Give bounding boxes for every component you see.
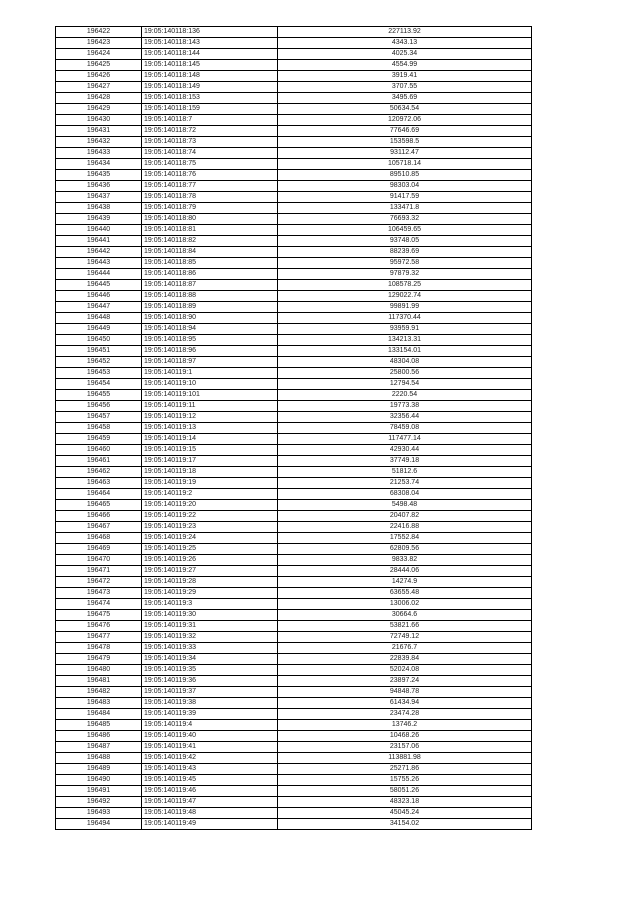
value-cell: 89510.85	[278, 170, 532, 181]
cadastral-value-table	[55, 26, 532, 830]
table-row	[56, 478, 532, 489]
table-row	[56, 808, 532, 819]
cadastral-number-cell: 19:05:140118:84	[142, 247, 278, 258]
document-page	[55, 26, 531, 830]
row-number-cell: 196476	[56, 621, 142, 632]
table-row	[56, 555, 532, 566]
cadastral-number-cell: 19:05:140118:82	[142, 236, 278, 247]
value-cell: 45045.24	[278, 808, 532, 819]
row-number-cell: 196490	[56, 775, 142, 786]
cadastral-number-cell: 19:05:140119:30	[142, 610, 278, 621]
row-number-cell: 196425	[56, 60, 142, 71]
cadastral-number-cell: 19:05:140118:153	[142, 93, 278, 104]
table-row	[56, 522, 532, 533]
value-cell: 227113.92	[278, 27, 532, 38]
table-row	[56, 291, 532, 302]
row-number-cell: 196471	[56, 566, 142, 577]
cadastral-number-cell: 19:05:140118:88	[142, 291, 278, 302]
value-cell: 93112.47	[278, 148, 532, 159]
cadastral-number-cell: 19:05:140119:27	[142, 566, 278, 577]
row-number-cell: 196454	[56, 379, 142, 390]
table-row	[56, 610, 532, 621]
table-row	[56, 27, 532, 38]
table-row	[56, 115, 532, 126]
value-cell: 19773.38	[278, 401, 532, 412]
row-number-cell: 196429	[56, 104, 142, 115]
row-number-cell: 196437	[56, 192, 142, 203]
value-cell: 91417.59	[278, 192, 532, 203]
cadastral-number-cell: 19:05:140118:90	[142, 313, 278, 324]
row-number-cell: 196452	[56, 357, 142, 368]
table-row	[56, 93, 532, 104]
value-cell: 20407.82	[278, 511, 532, 522]
value-cell: 21253.74	[278, 478, 532, 489]
cadastral-number-cell: 19:05:140118:81	[142, 225, 278, 236]
table-row	[56, 698, 532, 709]
table-row	[56, 764, 532, 775]
row-number-cell: 196486	[56, 731, 142, 742]
row-number-cell: 196475	[56, 610, 142, 621]
cadastral-number-cell: 19:05:140118:143	[142, 38, 278, 49]
value-cell: 14274.9	[278, 577, 532, 588]
cadastral-number-cell: 19:05:140119:45	[142, 775, 278, 786]
cadastral-number-cell: 19:05:140119:17	[142, 456, 278, 467]
value-cell: 61434.94	[278, 698, 532, 709]
row-number-cell: 196487	[56, 742, 142, 753]
row-number-cell: 196449	[56, 324, 142, 335]
value-cell: 88239.69	[278, 247, 532, 258]
cadastral-number-cell: 19:05:140118:89	[142, 302, 278, 313]
row-number-cell: 196493	[56, 808, 142, 819]
table-row	[56, 104, 532, 115]
cadastral-number-cell: 19:05:140119:41	[142, 742, 278, 753]
row-number-cell: 196446	[56, 291, 142, 302]
value-cell: 32356.44	[278, 412, 532, 423]
row-number-cell: 196443	[56, 258, 142, 269]
value-cell: 21676.7	[278, 643, 532, 654]
value-cell: 9833.82	[278, 555, 532, 566]
row-number-cell: 196479	[56, 654, 142, 665]
table-row	[56, 533, 532, 544]
row-number-cell: 196482	[56, 687, 142, 698]
table-row	[56, 654, 532, 665]
table-row	[56, 280, 532, 291]
cadastral-number-cell: 19:05:140118:136	[142, 27, 278, 38]
cadastral-number-cell: 19:05:140119:4	[142, 720, 278, 731]
cadastral-number-cell: 19:05:140119:12	[142, 412, 278, 423]
cadastral-number-cell: 19:05:140118:73	[142, 137, 278, 148]
cadastral-number-cell: 19:05:140119:13	[142, 423, 278, 434]
value-cell: 28444.06	[278, 566, 532, 577]
row-number-cell: 196450	[56, 335, 142, 346]
row-number-cell: 196428	[56, 93, 142, 104]
row-number-cell: 196426	[56, 71, 142, 82]
cadastral-number-cell: 19:05:140119:26	[142, 555, 278, 566]
table-row	[56, 742, 532, 753]
cadastral-number-cell: 19:05:140119:42	[142, 753, 278, 764]
value-cell: 58051.26	[278, 786, 532, 797]
table-row	[56, 588, 532, 599]
row-number-cell: 196458	[56, 423, 142, 434]
value-cell: 93748.05	[278, 236, 532, 247]
value-cell: 25800.56	[278, 368, 532, 379]
value-cell: 129022.74	[278, 291, 532, 302]
table-row	[56, 82, 532, 93]
cadastral-number-cell: 19:05:140118:97	[142, 357, 278, 368]
cadastral-number-cell: 19:05:140119:39	[142, 709, 278, 720]
table-row	[56, 401, 532, 412]
row-number-cell: 196422	[56, 27, 142, 38]
value-cell: 78459.08	[278, 423, 532, 434]
table-row	[56, 775, 532, 786]
cadastral-number-cell: 19:05:140119:28	[142, 577, 278, 588]
cadastral-number-cell: 19:05:140118:78	[142, 192, 278, 203]
cadastral-number-cell: 19:05:140119:35	[142, 665, 278, 676]
row-number-cell: 196463	[56, 478, 142, 489]
row-number-cell: 196466	[56, 511, 142, 522]
cadastral-number-cell: 19:05:140118:76	[142, 170, 278, 181]
value-cell: 5498.48	[278, 500, 532, 511]
cadastral-number-cell: 19:05:140118:79	[142, 203, 278, 214]
value-cell: 53821.66	[278, 621, 532, 632]
value-cell: 133471.8	[278, 203, 532, 214]
cadastral-number-cell: 19:05:140118:7	[142, 115, 278, 126]
value-cell: 13746.2	[278, 720, 532, 731]
table-row	[56, 566, 532, 577]
table-row	[56, 445, 532, 456]
row-number-cell: 196488	[56, 753, 142, 764]
cadastral-number-cell: 19:05:140119:23	[142, 522, 278, 533]
table-row	[56, 346, 532, 357]
value-cell: 23474.28	[278, 709, 532, 720]
table-row	[56, 676, 532, 687]
value-cell: 22839.84	[278, 654, 532, 665]
row-number-cell: 196477	[56, 632, 142, 643]
table-row	[56, 214, 532, 225]
row-number-cell: 196431	[56, 126, 142, 137]
value-cell: 117370.44	[278, 313, 532, 324]
row-number-cell: 196456	[56, 401, 142, 412]
value-cell: 93959.91	[278, 324, 532, 335]
value-cell: 63655.48	[278, 588, 532, 599]
table-row	[56, 819, 532, 830]
table-row	[56, 324, 532, 335]
cadastral-number-cell: 19:05:140119:25	[142, 544, 278, 555]
table-row	[56, 456, 532, 467]
table-row	[56, 38, 532, 49]
table-row	[56, 225, 532, 236]
value-cell: 95972.58	[278, 258, 532, 269]
table-row	[56, 137, 532, 148]
row-number-cell: 196478	[56, 643, 142, 654]
row-number-cell: 196468	[56, 533, 142, 544]
row-number-cell: 196440	[56, 225, 142, 236]
row-number-cell: 196445	[56, 280, 142, 291]
table-row	[56, 753, 532, 764]
table-row	[56, 203, 532, 214]
cadastral-number-cell: 19:05:140119:33	[142, 643, 278, 654]
row-number-cell: 196442	[56, 247, 142, 258]
cadastral-number-cell: 19:05:140118:149	[142, 82, 278, 93]
table-row	[56, 621, 532, 632]
table-row	[56, 192, 532, 203]
cadastral-number-cell: 19:05:140118:96	[142, 346, 278, 357]
value-cell: 25271.86	[278, 764, 532, 775]
value-cell: 2220.54	[278, 390, 532, 401]
cadastral-number-cell: 19:05:140119:19	[142, 478, 278, 489]
cadastral-number-cell: 19:05:140119:1	[142, 368, 278, 379]
cadastral-number-cell: 19:05:140119:22	[142, 511, 278, 522]
value-cell: 37749.18	[278, 456, 532, 467]
row-number-cell: 196460	[56, 445, 142, 456]
value-cell: 120972.06	[278, 115, 532, 126]
cadastral-number-cell: 19:05:140119:31	[142, 621, 278, 632]
cadastral-number-cell: 19:05:140119:101	[142, 390, 278, 401]
cadastral-number-cell: 19:05:140119:29	[142, 588, 278, 599]
table-row	[56, 379, 532, 390]
cadastral-number-cell: 19:05:140118:87	[142, 280, 278, 291]
table-row	[56, 60, 532, 71]
value-cell: 42930.44	[278, 445, 532, 456]
table-row	[56, 709, 532, 720]
value-cell: 34154.02	[278, 819, 532, 830]
value-cell: 77646.69	[278, 126, 532, 137]
row-number-cell: 196451	[56, 346, 142, 357]
table-row	[56, 665, 532, 676]
cadastral-number-cell: 19:05:140119:20	[142, 500, 278, 511]
row-number-cell: 196492	[56, 797, 142, 808]
row-number-cell: 196432	[56, 137, 142, 148]
row-number-cell: 196448	[56, 313, 142, 324]
row-number-cell: 196484	[56, 709, 142, 720]
value-cell: 4025.34	[278, 49, 532, 60]
cadastral-number-cell: 19:05:140118:144	[142, 49, 278, 60]
value-cell: 23897.24	[278, 676, 532, 687]
value-cell: 3919.41	[278, 71, 532, 82]
cadastral-number-cell: 19:05:140119:38	[142, 698, 278, 709]
row-number-cell: 196462	[56, 467, 142, 478]
table-row	[56, 687, 532, 698]
cadastral-number-cell: 19:05:140118:75	[142, 159, 278, 170]
value-cell: 97879.32	[278, 269, 532, 280]
table-row	[56, 269, 532, 280]
table-row	[56, 500, 532, 511]
table-row	[56, 302, 532, 313]
cadastral-number-cell: 19:05:140119:10	[142, 379, 278, 390]
table-row	[56, 368, 532, 379]
value-cell: 108578.25	[278, 280, 532, 291]
table-row	[56, 731, 532, 742]
row-number-cell: 196434	[56, 159, 142, 170]
cadastral-number-cell: 19:05:140119:24	[142, 533, 278, 544]
row-number-cell: 196427	[56, 82, 142, 93]
value-cell: 99891.99	[278, 302, 532, 313]
cadastral-number-cell: 19:05:140119:15	[142, 445, 278, 456]
value-cell: 4554.99	[278, 60, 532, 71]
row-number-cell: 196474	[56, 599, 142, 610]
table-row	[56, 720, 532, 731]
table-row	[56, 467, 532, 478]
value-cell: 133154.01	[278, 346, 532, 357]
row-number-cell: 196447	[56, 302, 142, 313]
row-number-cell: 196461	[56, 456, 142, 467]
table-row	[56, 599, 532, 610]
row-number-cell: 196473	[56, 588, 142, 599]
cadastral-number-cell: 19:05:140118:95	[142, 335, 278, 346]
row-number-cell: 196469	[56, 544, 142, 555]
value-cell: 17552.84	[278, 533, 532, 544]
value-cell: 4343.13	[278, 38, 532, 49]
table-row	[56, 236, 532, 247]
value-cell: 72749.12	[278, 632, 532, 643]
table-row	[56, 797, 532, 808]
table-row	[56, 434, 532, 445]
cadastral-number-cell: 19:05:140119:49	[142, 819, 278, 830]
cadastral-number-cell: 19:05:140119:40	[142, 731, 278, 742]
cadastral-number-cell: 19:05:140118:85	[142, 258, 278, 269]
table-row	[56, 71, 532, 82]
row-number-cell: 196424	[56, 49, 142, 60]
cadastral-number-cell: 19:05:140118:145	[142, 60, 278, 71]
row-number-cell: 196470	[56, 555, 142, 566]
value-cell: 50634.54	[278, 104, 532, 115]
table-row	[56, 170, 532, 181]
row-number-cell: 196459	[56, 434, 142, 445]
cadastral-number-cell: 19:05:140119:36	[142, 676, 278, 687]
row-number-cell: 196489	[56, 764, 142, 775]
table-row	[56, 786, 532, 797]
value-cell: 30664.6	[278, 610, 532, 621]
row-number-cell: 196483	[56, 698, 142, 709]
value-cell: 3707.55	[278, 82, 532, 93]
row-number-cell: 196494	[56, 819, 142, 830]
value-cell: 3495.69	[278, 93, 532, 104]
row-number-cell: 196435	[56, 170, 142, 181]
table-row	[56, 390, 532, 401]
cadastral-number-cell: 19:05:140119:46	[142, 786, 278, 797]
row-number-cell: 196455	[56, 390, 142, 401]
row-number-cell: 196441	[56, 236, 142, 247]
value-cell: 48304.08	[278, 357, 532, 368]
row-number-cell: 196438	[56, 203, 142, 214]
row-number-cell: 196430	[56, 115, 142, 126]
value-cell: 62809.56	[278, 544, 532, 555]
cadastral-number-cell: 19:05:140118:74	[142, 148, 278, 159]
row-number-cell: 196423	[56, 38, 142, 49]
table-row	[56, 632, 532, 643]
value-cell: 113881.98	[278, 753, 532, 764]
row-number-cell: 196464	[56, 489, 142, 500]
cadastral-number-cell: 19:05:140118:72	[142, 126, 278, 137]
table-row	[56, 49, 532, 60]
cadastral-number-cell: 19:05:140119:47	[142, 797, 278, 808]
value-cell: 51812.6	[278, 467, 532, 478]
row-number-cell: 196439	[56, 214, 142, 225]
value-cell: 22416.88	[278, 522, 532, 533]
cadastral-number-cell: 19:05:140119:14	[142, 434, 278, 445]
value-cell: 12794.54	[278, 379, 532, 390]
table-row	[56, 159, 532, 170]
table-row	[56, 148, 532, 159]
cadastral-number-cell: 19:05:140118:148	[142, 71, 278, 82]
table-row	[56, 489, 532, 500]
cadastral-number-cell: 19:05:140118:94	[142, 324, 278, 335]
table-row	[56, 258, 532, 269]
row-number-cell: 196433	[56, 148, 142, 159]
cadastral-number-cell: 19:05:140119:18	[142, 467, 278, 478]
cadastral-number-cell: 19:05:140118:80	[142, 214, 278, 225]
value-cell: 68308.04	[278, 489, 532, 500]
value-cell: 13006.02	[278, 599, 532, 610]
cadastral-number-cell: 19:05:140119:34	[142, 654, 278, 665]
value-cell: 15755.26	[278, 775, 532, 786]
cadastral-number-cell: 19:05:140119:48	[142, 808, 278, 819]
table-row	[56, 643, 532, 654]
table-row	[56, 412, 532, 423]
row-number-cell: 196436	[56, 181, 142, 192]
table-row	[56, 247, 532, 258]
row-number-cell: 196465	[56, 500, 142, 511]
cadastral-number-cell: 19:05:140118:159	[142, 104, 278, 115]
row-number-cell: 196491	[56, 786, 142, 797]
table-row	[56, 423, 532, 434]
table-row	[56, 544, 532, 555]
cadastral-number-cell: 19:05:140119:11	[142, 401, 278, 412]
row-number-cell: 196457	[56, 412, 142, 423]
table-row	[56, 511, 532, 522]
value-cell: 52024.08	[278, 665, 532, 676]
value-cell: 117477.14	[278, 434, 532, 445]
cadastral-number-cell: 19:05:140119:37	[142, 687, 278, 698]
cadastral-number-cell: 19:05:140119:2	[142, 489, 278, 500]
table-row	[56, 335, 532, 346]
value-cell: 94848.78	[278, 687, 532, 698]
cadastral-number-cell: 19:05:140119:3	[142, 599, 278, 610]
value-cell: 134213.31	[278, 335, 532, 346]
value-cell: 10468.26	[278, 731, 532, 742]
table-row	[56, 357, 532, 368]
row-number-cell: 196480	[56, 665, 142, 676]
cadastral-number-cell: 19:05:140119:32	[142, 632, 278, 643]
cadastral-number-cell: 19:05:140118:77	[142, 181, 278, 192]
row-number-cell: 196467	[56, 522, 142, 533]
row-number-cell: 196481	[56, 676, 142, 687]
table-row	[56, 577, 532, 588]
table-row	[56, 181, 532, 192]
row-number-cell: 196453	[56, 368, 142, 379]
table-row	[56, 126, 532, 137]
row-number-cell: 196485	[56, 720, 142, 731]
table-row	[56, 313, 532, 324]
value-cell: 48323.18	[278, 797, 532, 808]
table-body	[56, 27, 532, 830]
value-cell: 98303.04	[278, 181, 532, 192]
cadastral-number-cell: 19:05:140118:86	[142, 269, 278, 280]
value-cell: 153598.5	[278, 137, 532, 148]
value-cell: 76693.32	[278, 214, 532, 225]
value-cell: 23157.06	[278, 742, 532, 753]
row-number-cell: 196444	[56, 269, 142, 280]
value-cell: 105718.14	[278, 159, 532, 170]
cadastral-number-cell: 19:05:140119:43	[142, 764, 278, 775]
row-number-cell: 196472	[56, 577, 142, 588]
value-cell: 106459.65	[278, 225, 532, 236]
